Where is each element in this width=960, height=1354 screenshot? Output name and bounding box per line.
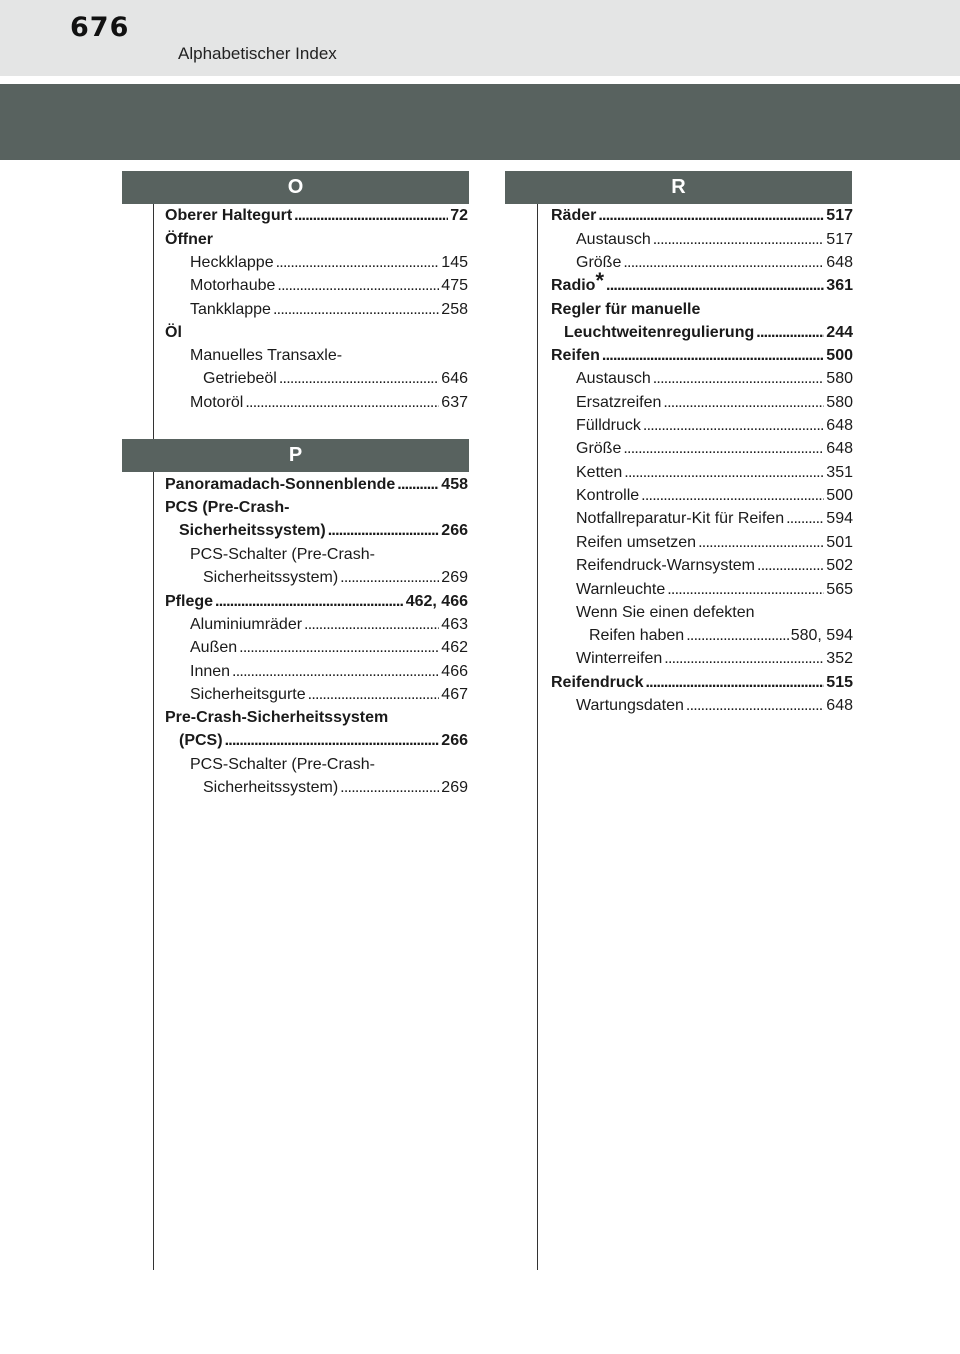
index-entry: Reifendruck . . . 515	[551, 673, 853, 693]
index-subentry: Getriebeöl . . . 646	[203, 369, 468, 389]
index-subentry: Warnleuchte . . . 565	[576, 580, 853, 600]
index-subentry: Austausch . . . 517	[576, 230, 853, 250]
index-entry: Öl	[165, 324, 182, 341]
index-subentry: Wartungsdaten . . . 648	[576, 696, 853, 716]
index-entry: Leuchtweitenregulierung . . . 244	[564, 323, 853, 343]
index-subentry: Größe . . . 648	[576, 439, 853, 459]
index-entry: Sicherheitssystem) . . . 266	[179, 521, 468, 541]
index-subentry: Winterreifen . . . 352	[576, 649, 853, 669]
index-subentry: Motoröl . . . 637	[190, 393, 468, 413]
index-subentry: Heckklappe . . . 145	[190, 253, 468, 273]
index-entry: Regler für manuelle	[551, 301, 701, 318]
index-subentry: Wenn Sie einen defekten	[576, 604, 755, 621]
index-subentry: Außen . . . 462	[190, 638, 468, 658]
index-subentry: Fülldruck . . . 648	[576, 416, 853, 436]
column-divider-left	[153, 201, 154, 1270]
index-subentry: Ersatzreifen . . . 580	[576, 393, 853, 413]
index-subentry: Reifen haben . . . 580, 594	[589, 626, 853, 646]
index-entry: Öffner	[165, 231, 213, 248]
index-entry: PCS (Pre-Crash-	[165, 499, 290, 516]
page-title: Alphabetischer Index	[178, 44, 337, 63]
index-entry: Pflege . . . 462, 466	[165, 592, 468, 612]
index-subentry: Sicherheitssystem) . . . 269	[203, 568, 468, 588]
section-header-o: O	[122, 171, 469, 204]
footnote-asterisk: *	[595, 268, 605, 293]
index-subentry: Tankklappe . . . 258	[190, 300, 468, 320]
column-divider-right	[537, 201, 538, 1270]
index-subentry: Notfallreparatur-Kit für Reifen . . . 594	[576, 509, 853, 529]
index-subentry: Reifen umsetzen . . . 501	[576, 533, 853, 553]
index-subentry: Aluminiumräder . . . 463	[190, 615, 468, 635]
page-number: 676	[70, 12, 130, 43]
index-subentry: Ketten . . . 351	[576, 463, 853, 483]
index-subentry: Innen . . . 466	[190, 662, 468, 682]
header-band	[0, 84, 960, 160]
index-subentry: PCS-Schalter (Pre-Crash-	[190, 756, 375, 773]
index-entry: Pre-Crash-Sicherheitssystem	[165, 709, 389, 726]
index-entry: Radio* . . . 361	[551, 276, 853, 296]
index-subentry: Sicherheitsgurte . . . 467	[190, 685, 468, 705]
index-entry: Panoramadach-Sonnenblende . . . 458	[165, 475, 468, 495]
index-entry: (PCS) . . . 266	[179, 731, 468, 751]
index-entry: Oberer Haltegurt . . . 72	[165, 206, 468, 226]
index-subentry: Austausch . . . 580	[576, 369, 853, 389]
index-subentry: Größe . . . 648	[576, 253, 853, 273]
index-subentry: Sicherheitssystem) . . . 269	[203, 778, 468, 798]
index-subentry: Kontrolle . . . 500	[576, 486, 853, 506]
section-header-r: R	[505, 171, 852, 204]
index-subentry: Motorhaube . . . 475	[190, 276, 468, 296]
index-subentry: PCS-Schalter (Pre-Crash-	[190, 546, 375, 563]
page-header	[0, 0, 960, 76]
section-header-p: P	[122, 439, 469, 472]
index-entry: Reifen . . . 500	[551, 346, 853, 366]
index-subentry: Reifendruck-Warnsystem . . . 502	[576, 556, 853, 576]
index-entry: Räder . . . 517	[551, 206, 853, 226]
index-subentry: Manuelles Transaxle-	[190, 347, 343, 364]
